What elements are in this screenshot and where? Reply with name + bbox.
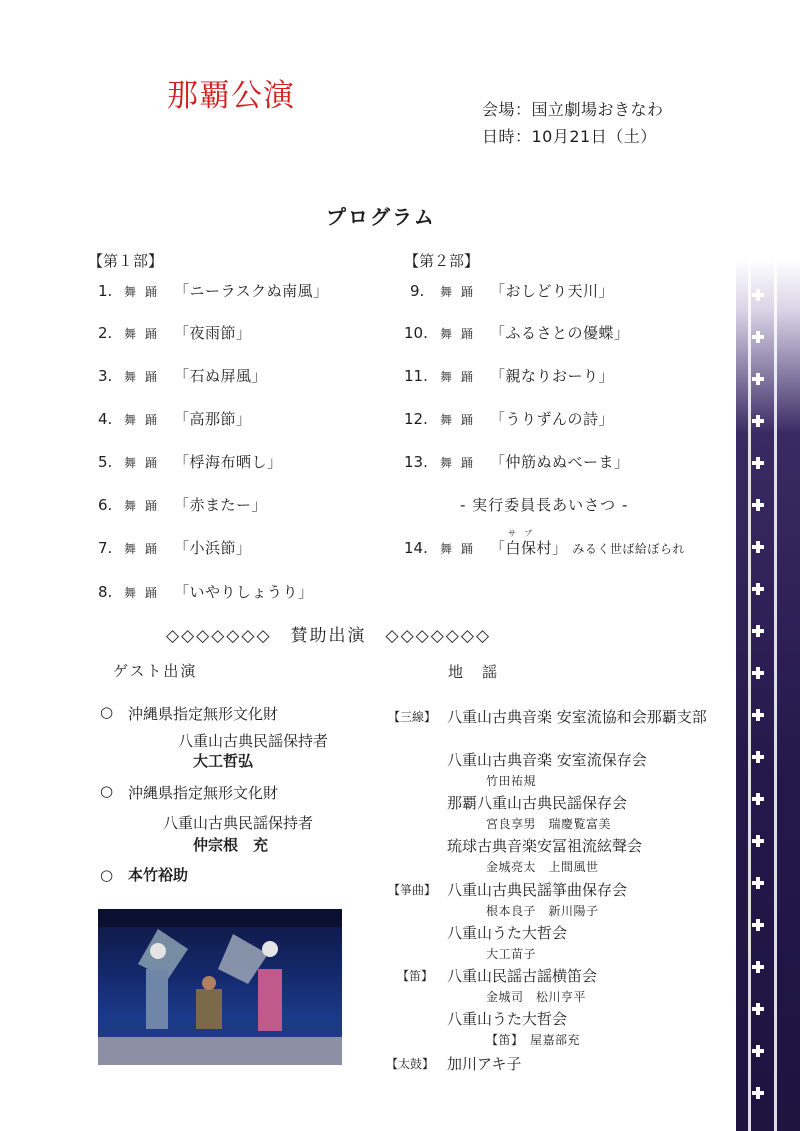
group-name: 八重山民謡古謡横笛会: [447, 967, 598, 985]
program-item: [98, 279, 329, 303]
guest-line1: 沖縄県指定無形文化財: [128, 784, 279, 802]
item-kind: 舞踊: [124, 327, 167, 341]
pattern-dot-icon: [752, 499, 764, 511]
item-name: 「白保村」: [490, 539, 568, 557]
item-number: 5.: [98, 453, 113, 471]
item-name: 「小浜節」: [174, 539, 252, 557]
program-item: [98, 536, 252, 560]
instrument-tag: 【太鼓】: [386, 1057, 435, 1071]
guest-name: 仲宗根 充: [193, 836, 269, 854]
page-title: 那覇公演: [167, 78, 295, 114]
item-number: 11.: [404, 367, 428, 385]
pattern-dot-icon: [752, 961, 764, 973]
pattern-dot-icon: [752, 793, 764, 805]
pattern-dot-icon: [752, 1045, 764, 1057]
group-members: 金城司 松川亨平: [486, 990, 587, 1004]
program-item: [98, 450, 283, 474]
guest-heading: ゲスト出演: [113, 662, 198, 680]
pattern-dot-icon: [752, 415, 764, 427]
item-number: 10.: [404, 324, 428, 342]
pattern-dot-icon: [752, 667, 764, 679]
minsa-pattern-band: [736, 259, 800, 1131]
item-kind: 舞踊: [124, 285, 167, 299]
item-name: 「うりずんの詩」: [490, 410, 615, 428]
item-kind: 舞踊: [440, 413, 483, 427]
guest-line1: 沖縄県指定無形文化財: [128, 705, 279, 723]
band-line: [748, 259, 751, 1131]
program-item: [404, 536, 685, 560]
group-members: 根本良子 新川陽子: [486, 904, 599, 918]
pattern-dot-icon: [752, 919, 764, 931]
item-number: 2.: [98, 324, 113, 342]
pattern-dot-icon: [752, 331, 764, 343]
instrument-tag: 【三線】: [388, 710, 437, 724]
ruby-annotation: サブ: [508, 529, 540, 538]
group-name: 八重山古典音楽 安室流協和会那覇支部: [447, 708, 707, 726]
item-name: 「石ぬ屏風」: [174, 367, 268, 385]
item-subtitle: みるく世ば給ぼられ: [572, 542, 685, 556]
item-name: 「ニーラスクぬ南風」: [174, 282, 329, 300]
item-number: 6.: [98, 496, 113, 514]
chair-greeting: - 実行委員長あいさつ -: [460, 496, 629, 514]
item-number: 1.: [98, 282, 113, 300]
program-item: [404, 407, 614, 431]
program-item: [404, 364, 614, 388]
guest-name: 本竹裕助: [128, 866, 189, 884]
pattern-dot-icon: [752, 583, 764, 595]
group-members: 【笛】 屋嘉部充: [486, 1033, 581, 1047]
pattern-dot-icon: [752, 625, 764, 637]
item-kind: 舞踊: [124, 542, 167, 556]
item-number: 12.: [404, 410, 428, 428]
item-kind: 舞踊: [440, 370, 483, 384]
group-name: 加川アキ子: [447, 1055, 522, 1073]
group-members: 宮良享男 瑞慶覧富美: [486, 817, 612, 831]
pattern-dot-icon: [752, 877, 764, 889]
part2-heading: 【第２部】: [404, 252, 480, 270]
guest-name: 大工哲弘: [193, 752, 254, 770]
item-name: 「高那節」: [174, 410, 252, 428]
guest-line2: 八重山古典民謡保持者: [163, 814, 314, 832]
item-name: 「親なりおーり」: [490, 367, 615, 385]
item-number: 7.: [98, 539, 113, 557]
item-number: 13.: [404, 453, 428, 471]
item-name: 「いやりしょうり」: [174, 583, 314, 601]
group-members: 金城亮太 上間風世: [486, 860, 599, 874]
item-kind: 舞踊: [440, 327, 483, 341]
pattern-dot-icon: [752, 1087, 764, 1099]
program-item: [98, 580, 314, 604]
instrument-tag: 【箏曲】: [388, 883, 437, 897]
bullet-circle: ○: [100, 866, 114, 884]
item-number: 3.: [98, 367, 113, 385]
program-item: [404, 321, 630, 345]
pattern-dot-icon: [752, 373, 764, 385]
instrument-tag: 【笛】: [397, 969, 434, 983]
group-name: 八重山古典音楽 安室流保存会: [447, 751, 647, 769]
datetime-text: 日時：10月21日（土）: [482, 127, 657, 146]
pattern-dot-icon: [752, 835, 764, 847]
stage-photo: [98, 909, 342, 1065]
item-number: 8.: [98, 583, 113, 601]
item-kind: 舞踊: [124, 456, 167, 470]
item-kind: 舞踊: [440, 542, 483, 556]
group-name: 八重山うた大哲会: [447, 1010, 568, 1028]
item-name: 「おしどり天川」: [490, 282, 615, 300]
pattern-dot-icon: [752, 751, 764, 763]
pattern-dot-icon: [752, 457, 764, 469]
item-name: 「桴海布晒し」: [174, 453, 283, 471]
guest-line2: 八重山古典民謡保持者: [178, 732, 329, 750]
group-name: 八重山うた大哲会: [447, 924, 568, 942]
bullet-circle: ○: [100, 782, 114, 800]
part1-heading: 【第１部】: [88, 252, 164, 270]
item-number: 14.: [404, 539, 428, 557]
program-item: [98, 407, 252, 431]
pattern-dot-icon: [752, 709, 764, 721]
pattern-dot-icon: [752, 1003, 764, 1015]
item-name: 「赤またー」: [174, 496, 268, 514]
item-name: 「仲筋ぬぬべーま」: [490, 453, 630, 471]
support-heading: ◇◇◇◇◇◇◇ 賛助出演 ◇◇◇◇◇◇◇: [166, 626, 492, 646]
item-name: 「夜雨節」: [174, 324, 252, 342]
bullet-circle: ○: [100, 703, 114, 721]
group-name: 八重山古典民謡箏曲保存会: [447, 881, 628, 899]
item-number: 9.: [410, 282, 425, 300]
program-item: [98, 364, 267, 388]
program-item: [98, 321, 252, 345]
item-kind: 舞踊: [124, 499, 167, 513]
item-kind: 舞踊: [124, 370, 167, 384]
band-line: [774, 259, 777, 1131]
program-item: [410, 279, 614, 303]
item-name: 「ふるさとの優蝶」: [490, 324, 630, 342]
group-name: 琉球古典音楽安冨祖流絃聲会: [447, 837, 643, 855]
pattern-dot-icon: [752, 289, 764, 301]
item-kind: 舞踊: [440, 456, 483, 470]
venue-text: 会場：国立劇場おきなわ: [482, 100, 664, 119]
pattern-dot-icon: [752, 541, 764, 553]
program-item: [404, 450, 630, 474]
group-name: 那覇八重山古典民謡保存会: [447, 794, 628, 812]
item-number: 4.: [98, 410, 113, 428]
group-members: 竹田祐規: [486, 774, 537, 788]
jiuta-heading: 地 謡: [448, 663, 500, 681]
program-item: [98, 493, 267, 517]
item-kind: 舞踊: [124, 586, 167, 600]
group-members: 大工苗子: [486, 947, 537, 961]
item-kind: 舞踊: [124, 413, 167, 427]
stage-performance-icon: [98, 909, 342, 1065]
item-kind: 舞踊: [440, 285, 483, 299]
program-title: プログラム: [326, 205, 436, 229]
